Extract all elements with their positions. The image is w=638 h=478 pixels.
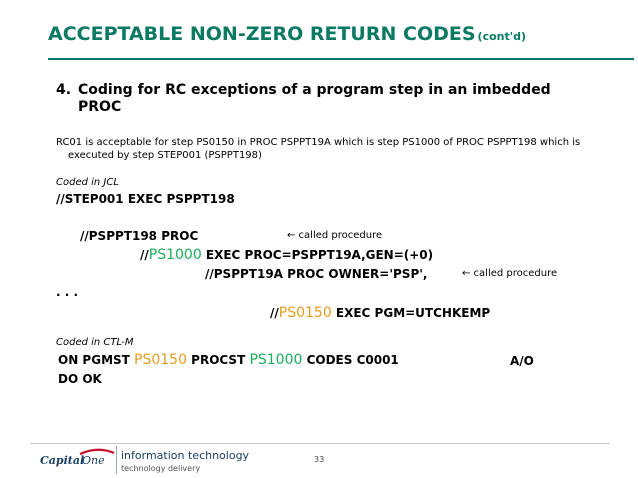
called-procedure-note-1: ← called procedure <box>287 230 383 241</box>
logo-text-one: One <box>82 454 105 467</box>
ctlm-label: Coded in CTL-M <box>56 337 134 348</box>
ctlm-ao: A/O <box>510 354 534 368</box>
title-underline <box>48 58 634 60</box>
footer-technology-delivery: technology delivery <box>121 464 201 473</box>
description-text: RC01 is acceptable for step PS0150 in PROC PSPPT19A which is step PS1000 of PROC PSPPT198 which is executed by step STEP001 (PSPPT198) <box>56 137 581 161</box>
description-paragraph <box>56 136 596 162</box>
footer-vertical-divider <box>116 446 117 474</box>
capital-one-logo <box>40 448 116 468</box>
jcl-line-ps1000 <box>140 247 433 263</box>
ellipsis: . . . <box>56 285 79 299</box>
ctlm-on-pgmst: ON PGMST <box>58 353 135 367</box>
ctlm-do-ok: DO OK <box>58 372 102 386</box>
slide-title-main: ACCEPTABLE NON-ZERO RETURN CODES <box>48 23 476 45</box>
jcl-line-step001: //STEP001 EXEC PSPPT198 <box>56 192 235 206</box>
ctlm-on-line <box>58 352 399 368</box>
jcl-line-ps0150-prefix: // <box>270 306 279 320</box>
ctlm-codes: CODES C0001 <box>302 353 399 367</box>
logo-text-capital: Capital <box>40 454 85 467</box>
ctlm-pgmst-value: PS0150 <box>134 352 187 368</box>
footer-information-technology: information technology <box>121 449 250 462</box>
step-ps1000-highlight: PS1000 <box>148 247 202 263</box>
jcl-label: Coded in JCL <box>56 177 119 188</box>
ctlm-procst-value: PS1000 <box>249 352 303 368</box>
step-ps0150-highlight: PS0150 <box>278 305 332 321</box>
ctlm-procst-label: PROCST <box>186 353 250 367</box>
jcl-line-ps1000-rest: EXEC PROC=PSPPT19A,GEN=(+0) <box>201 248 434 262</box>
slide-title-suffix: (cont'd) <box>477 30 527 43</box>
slide-title <box>48 23 526 45</box>
footer-divider <box>30 443 610 444</box>
page-number: 33 <box>314 455 325 464</box>
section-heading <box>56 82 596 116</box>
section-number: 4. <box>56 82 72 98</box>
jcl-line-ps0150-rest: EXEC PGM=UTCHKEMP <box>331 306 491 320</box>
jcl-line-psppt19a-proc: //PSPPT19A PROC OWNER='PSP', <box>205 267 428 281</box>
called-procedure-note-2: ← called procedure <box>462 268 558 279</box>
jcl-line-psppt198-proc: //PSPPT198 PROC <box>80 229 199 243</box>
section-heading-text: Coding for RC exceptions of a program step in an imbedded PROC <box>78 82 551 115</box>
jcl-line-ps1000-prefix: // <box>140 248 149 262</box>
jcl-line-ps0150 <box>270 305 490 321</box>
